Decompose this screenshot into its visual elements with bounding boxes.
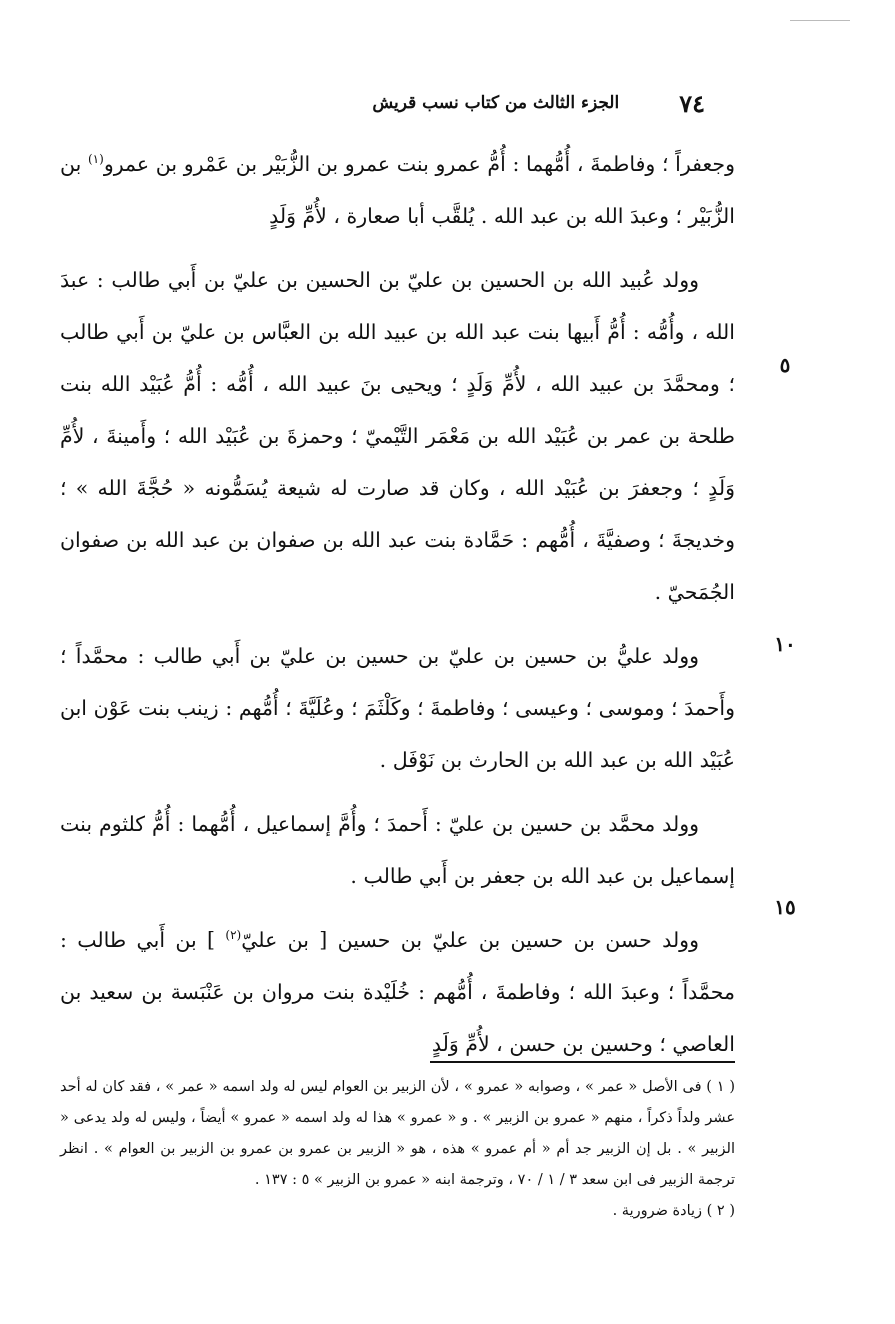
paragraph-1-text-a: وجعفراً ؛ وفاطمةَ ، أُمُّهما : أُمُّ عمرو بنت عمرو بن الزُّبَيْر بن عَمْرو بن عمرو xyxy=(103,152,735,176)
main-text xyxy=(60,138,735,1082)
footnote-1: ( ١ ) فى الأصل « عمر » ، وصوابه « عمرو » ، لأن الزبير بن العوام ليس له ولد اسمه « عمر » ، فقد كان له أحد عشر ولداً ذكراً ، منهم « عمرو بن الزبير » . و « عمرو » هذا له ولد اسمه « عمرو » أيضاً ، وليس له ولد يدعى « الزبير » . بل إن الزبير جد أم « أم عمرو » هذه ، هو « الزبير بن عمرو بن عمرو بن الزبير بن العوام » . انظر ترجمة الزبير فى ابن سعد ٣ / ١ / ٧٠ ، وترجمة ابنه « عمرو بن الزبير » ٥ : ١٣٧ . xyxy=(60,1079,735,1188)
paragraph-2: وولد عُبيد الله بن الحسين بن عليّ بن الحسين بن عليّ بن أَبي طالب : عبدَ الله ، وأُمُّه : أُمُّ أَبيها بنت عبد الله بن عبيد الله بن العبَّاس بن عليّ بن أَبي طالب ؛ ومحمَّدَ بن عبيد الله ، لأُمِّ وَلَدٍ ؛ ويحيى بنَ عبيد الله ، أُمُّه : أُمُّ عُبَيْد الله بنت طلحة بن عمر بن عُبَيْد الله بن مَعْمَر التَّيْميّ ؛ وحمزةَ بن عُبَيْد الله ؛ وأَمينةَ ، لأُمِّ وَلَدٍ ؛ وجعفرَ بن عُبَيْد الله ، وكان قد صارت له شيعة يُسَمُّونه « حُجَّةَ الله » ؛ وخديجةَ ؛ وصفيَّةَ ، أُمُّهم : حَمَّادة بنت عبد الله بن صفوان بن عبد الله بن صفوان الجُمَحيّ . xyxy=(60,268,735,604)
paragraph-4: وولد محمَّد بن حسين بن عليّ : أَحمدَ ؛ وأُمَّ إسماعيل ، أُمُّهما : أُمُّ كلثوم بنت إسماعيل بن عبد الله بن جعفر بن أَبي طالب . xyxy=(60,812,735,888)
paragraph-5-text-b: ] بن أَبي طالب : محمَّداً ؛ وعبدَ الله ؛ وفاطمةَ ، أُمُّهم : خُلَيْدة بنت مروان بن عَنْبَسة بن سعيد بن العاصي ؛ وحسين بن حسن ، لأُمِّ وَلَدٍ xyxy=(60,928,735,1056)
page-header xyxy=(250,88,705,118)
footnotes xyxy=(60,1072,735,1227)
footnote-ref-2[interactable]: (٢) xyxy=(225,928,242,943)
footnote-separator xyxy=(430,1061,735,1063)
footnote-ref-1[interactable]: (١) xyxy=(87,152,104,167)
paragraph-1 xyxy=(60,138,735,242)
running-title: الجزء الثالث من كتاب نسب قريش xyxy=(372,93,620,113)
footnote-2: ( ٢ ) زيادة ضرورية . xyxy=(612,1203,735,1219)
paragraph-5 xyxy=(60,914,735,1070)
line-number-15: ١٥ xyxy=(774,895,796,919)
line-number-10: ١٠ xyxy=(774,632,796,656)
page-number: ٧٤ xyxy=(679,88,705,118)
line-number-5: ٥ xyxy=(779,353,791,377)
scan-mark xyxy=(790,20,850,21)
paragraph-3: وولد عليُّ بن حسين بن عليّ بن حسين بن عليّ بن أَبي طالب : محمَّداً ؛ وأَحمدَ ؛ وموسى ؛ وعيسى ؛ وفاطمةَ ؛ وكَلْثَمَ ؛ وعُلَيَّةَ ؛ أُمُّهم : زينب بنت عَوْن ابن عُبَيْد الله بن عبد الله بن الحارث بن نَوْفَل . xyxy=(60,644,735,772)
paragraph-5-text-a: وولد حسن بن حسين بن عليّ بن حسين [ بن عليّ xyxy=(241,928,699,952)
paragraph-1-text-b: بن الزُّبَيْر ؛ وعبدَ الله بن عبد الله . يُلقَّب أبا صعارة ، لأُمِّ وَلَدٍ xyxy=(60,152,735,228)
